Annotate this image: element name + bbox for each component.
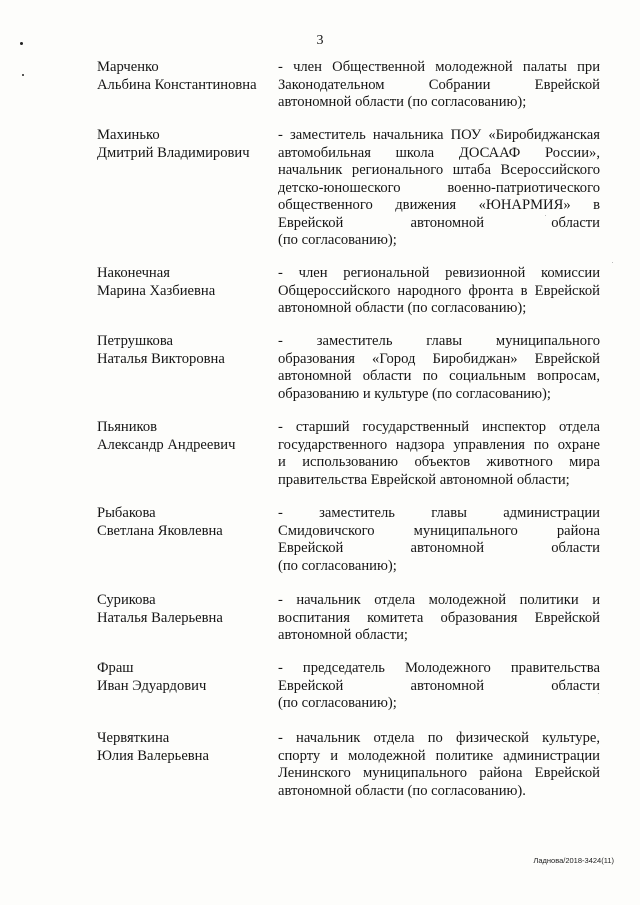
- member-surname: Сурикова: [97, 592, 156, 608]
- member-name: [97, 59, 272, 94]
- member-surname: Червяткина: [97, 730, 170, 746]
- member-given-names: Марина Хазбиевна: [97, 282, 216, 299]
- member-name: [97, 127, 272, 162]
- role-line: детско-юношеского военно-патриотического: [278, 179, 600, 196]
- member-given-names: Альбина Константиновна: [97, 76, 257, 93]
- role-line: общественного движения «ЮНАРМИЯ» в: [278, 197, 600, 213]
- member-role: [278, 59, 600, 112]
- role-line: Ленинского муниципального района Еврейской: [278, 765, 600, 781]
- role-line: (по согласованию);: [278, 557, 397, 574]
- member-given-names: Иван Эдуардович: [97, 677, 207, 694]
- role-line: Законодательном Собрании Еврейской: [278, 76, 600, 93]
- scan-mark: [22, 74, 24, 76]
- role-line: воспитания комитета образования Еврейской: [278, 609, 600, 626]
- role-line: автономной области (по согласованию);: [278, 94, 527, 110]
- footer-document-code: Ладнова/2018-3424(11): [533, 856, 614, 865]
- role-line: - начальник отдела по физической культуре,: [278, 730, 600, 746]
- member-surname: Петрушкова: [97, 333, 174, 349]
- role-line: (по согласованию);: [278, 695, 397, 711]
- role-line: автономной области;: [278, 627, 408, 643]
- member-given-names: Александр Андреевич: [97, 436, 236, 453]
- role-line: правительства Еврейской автономной области;: [278, 471, 570, 488]
- role-line: Еврейской автономной области: [278, 677, 600, 694]
- role-line: - председатель Молодежного правительства: [278, 660, 600, 676]
- member-given-names: Наталья Валерьевна: [97, 609, 223, 626]
- role-line: и использованию объектов животного мира: [278, 454, 600, 470]
- member-name: [97, 419, 272, 454]
- member-given-names: Светлана Яковлевна: [97, 522, 223, 539]
- scan-speck: [612, 262, 613, 263]
- member-surname: Пьяников: [97, 419, 158, 435]
- role-line: - старший государственный инспектор отдела: [278, 419, 600, 435]
- member-given-names: Наталья Викторовна: [97, 350, 225, 367]
- member-role: [278, 660, 600, 713]
- member-name: [97, 333, 272, 368]
- member-name: [97, 592, 272, 627]
- role-line: - член Общественной молодежной палаты при: [278, 59, 600, 75]
- member-surname: Марченко: [97, 59, 159, 75]
- role-line: Еврейской автономной области: [278, 540, 600, 556]
- member-role: [278, 333, 600, 403]
- scan-mark: [20, 42, 23, 45]
- role-line: государственного надзора управления по охране: [278, 436, 600, 453]
- role-line: автономной области (по согласованию).: [278, 782, 526, 799]
- member-role: [278, 265, 600, 318]
- member-name: [97, 505, 272, 540]
- member-role: [278, 592, 600, 645]
- page-number: 3: [316, 33, 324, 48]
- member-role: [278, 419, 600, 489]
- role-line: Общероссийского народного фронта в Еврейской: [278, 282, 600, 299]
- role-line: образованию и культуре (по согласованию);: [278, 385, 551, 402]
- member-given-names: Юлия Валерьевна: [97, 747, 209, 764]
- member-name: [97, 730, 272, 765]
- role-line: спорту и молодежной политике администрации: [278, 747, 600, 764]
- member-surname: Рыбакова: [97, 505, 156, 521]
- role-line: начальник регионального штаба Всероссийского: [278, 162, 600, 178]
- role-line: автономной области (по согласованию);: [278, 300, 527, 316]
- role-line: образования «Город Биробиджан» Еврейской: [278, 350, 600, 367]
- member-name: [97, 265, 272, 300]
- role-line: автономной области по социальным вопросам,: [278, 368, 600, 384]
- role-line: - заместитель главы администрации: [278, 505, 600, 521]
- member-surname: Фраш: [97, 660, 134, 676]
- role-line: - заместитель главы муниципального: [278, 333, 600, 349]
- member-role: [278, 505, 600, 575]
- member-role: [278, 730, 600, 800]
- role-line: - начальник отдела молодежной политики и: [278, 592, 600, 608]
- member-surname: Махинько: [97, 127, 160, 143]
- role-line: (по согласованию);: [278, 232, 397, 248]
- role-line: - член региональной ревизионной комиссии: [278, 265, 600, 281]
- member-given-names: Дмитрий Владимирович: [97, 144, 250, 161]
- member-surname: Наконечная: [97, 265, 170, 281]
- role-line: Смидовичского муниципального района: [278, 522, 600, 539]
- member-role: [278, 127, 600, 250]
- member-name: [97, 660, 272, 695]
- role-line: - заместитель начальника ПОУ «Биробиджанская: [278, 127, 600, 143]
- role-line: Еврейской автономной области: [278, 214, 600, 231]
- role-line: автомобильная школа ДОСААФ России»,: [278, 144, 600, 161]
